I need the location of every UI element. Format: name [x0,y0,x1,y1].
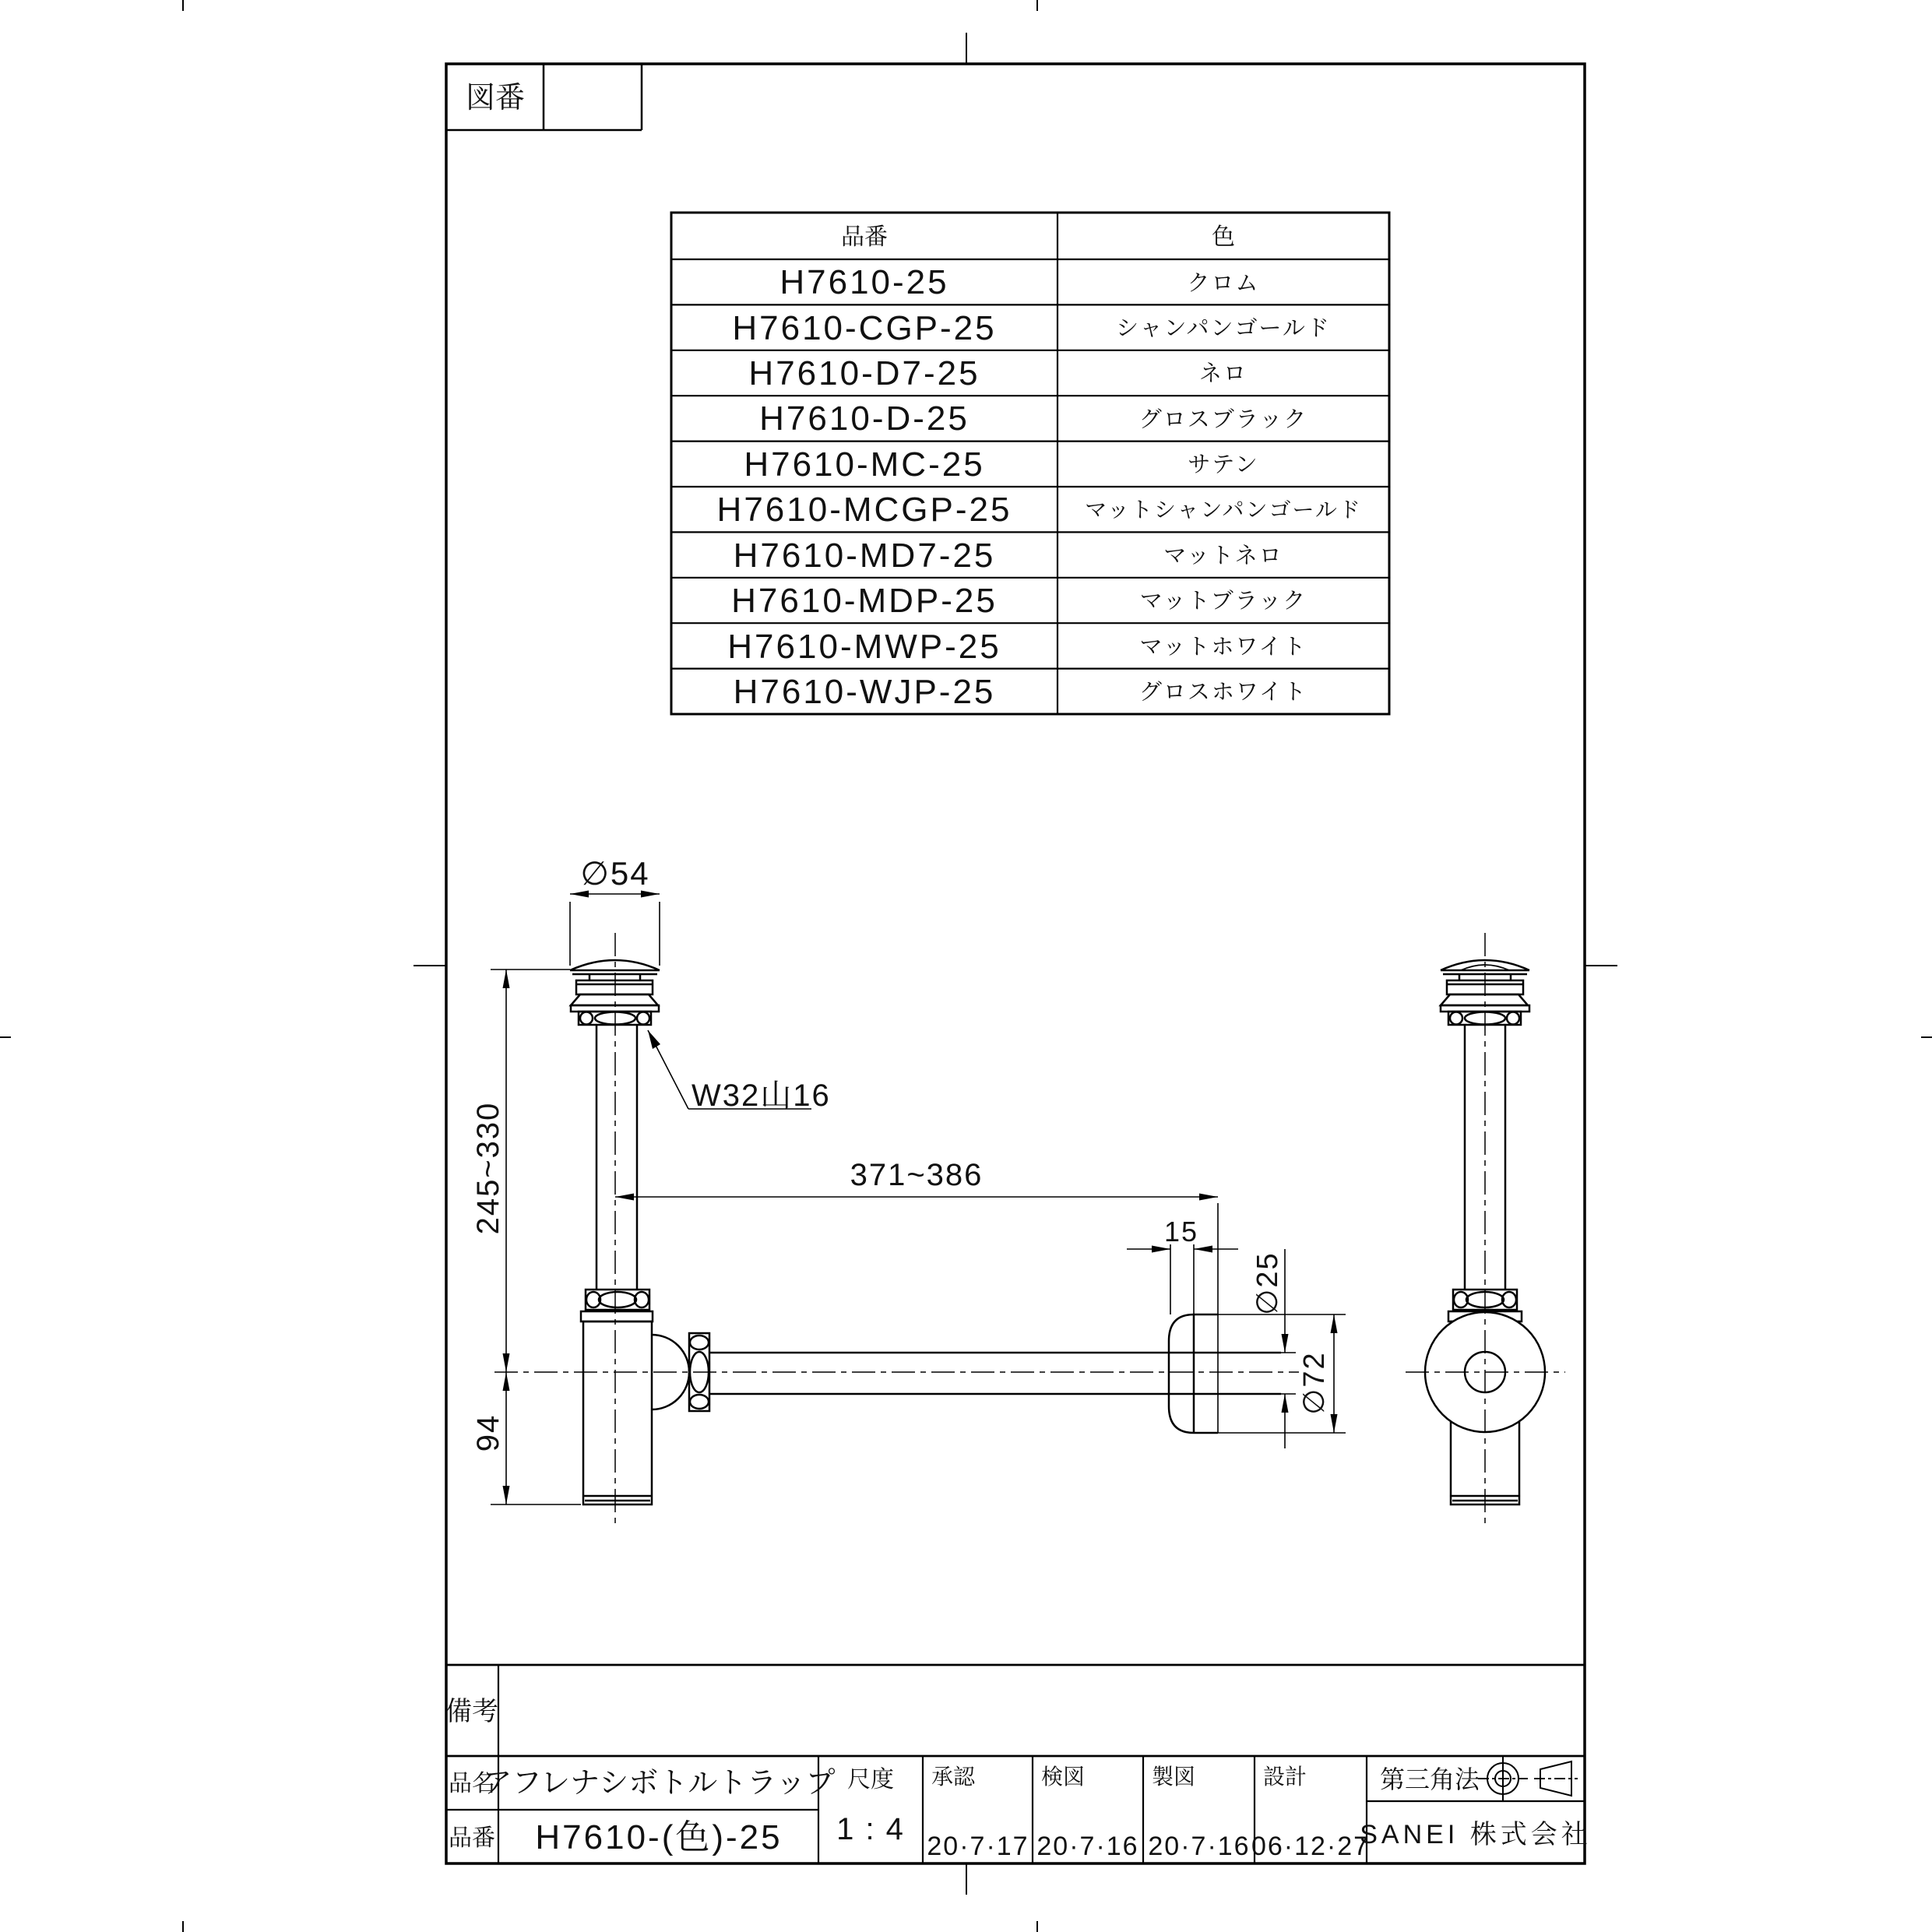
part-number-value: H7610-(色)-25 [535,1818,783,1856]
title-block [445,1697,1592,1861]
design-date: 06·12·27 [1251,1832,1371,1861]
color-cell: ネロ [1198,361,1248,386]
drafting-date: 20·7·16 [1148,1832,1251,1861]
part-number-cell: H7610-D-25 [759,399,970,438]
color-cell: グロスブラック [1138,407,1308,432]
design-label: 設計 [1263,1765,1307,1789]
table-row [734,537,1283,575]
border-frame [446,64,1585,1863]
third-angle-projection-icon [1478,1757,1578,1800]
table-row [734,673,1307,711]
thread-spec-label: W32山16 [692,1079,831,1113]
table-row [779,263,1259,301]
color-cell: クロム [1187,271,1260,296]
table-row [717,491,1362,529]
cap-diameter-label: ∅54 [580,855,650,892]
parts-table [717,224,1362,711]
color-cell: サテン [1188,452,1259,477]
part-number-cell: H7610-MDP-25 [731,582,998,620]
color-cell: マットホワイト [1139,635,1307,660]
part-number-cell: H7610-D7-25 [748,354,980,392]
flange-diameter-label: ∅72 [1298,1351,1331,1415]
table-row [759,399,1307,438]
check-date: 20·7·16 [1036,1832,1139,1861]
color-cell: マットシャンパンゴールド [1085,498,1362,522]
part-number-cell: H7610-MD7-25 [733,537,996,575]
dimension-labels [471,855,1331,1452]
drafting-label: 製図 [1152,1765,1196,1789]
projection-label: 第三角法 [1380,1765,1480,1793]
color-cell: マットネロ [1163,544,1283,568]
part-number-cell: H7610-MC-25 [744,445,985,484]
table-row [727,628,1307,666]
flange-depth-label: 15 [1163,1216,1199,1248]
approval-label: 承認 [931,1765,976,1789]
table-row [732,309,1331,347]
approval-date: 20·7·17 [927,1832,1029,1861]
product-name-label: 品名 [449,1771,495,1797]
drawing-no-label: 図番 [465,82,526,114]
color-cell: マットブラック [1139,589,1307,614]
dimension-lines [491,894,1346,1504]
table-header-color: 色 [1212,224,1235,250]
part-number-cell: H7610-WJP-25 [733,673,996,711]
table-row [731,582,1307,620]
table-row [744,445,1258,484]
part-number-cell: H7610-MWP-25 [727,628,1001,666]
check-label: 検図 [1041,1765,1086,1789]
product-name: アフレナシボトルトラップ [482,1767,836,1800]
part-number-label: 品番 [449,1825,495,1851]
table-row [748,354,1248,392]
trap-body [583,1321,652,1504]
remarks-label: 備考 [445,1697,498,1726]
color-cell: シャンパンゴールド [1116,316,1331,341]
scale-value: 1 : 4 [836,1812,905,1846]
scale-label: 尺度 [847,1767,894,1793]
part-number-cell: H7610-CGP-25 [732,309,997,347]
wall-flange [1169,1314,1194,1433]
part-number-cell: H7610-MCGP-25 [716,491,1012,529]
centerlines [494,933,1565,1526]
reach-range-label: 371~386 [850,1158,984,1192]
company-name: SANEI 株式会社 [1360,1820,1592,1849]
inlet-height-label: 245~330 [471,1101,505,1235]
pipe-diameter-label: ∅25 [1251,1251,1284,1315]
part-number-cell: H7610-25 [779,263,949,301]
color-cell: グロスホワイト [1138,680,1308,705]
table-header-part: 品番 [841,224,888,250]
body-depth-label: 94 [471,1413,505,1452]
